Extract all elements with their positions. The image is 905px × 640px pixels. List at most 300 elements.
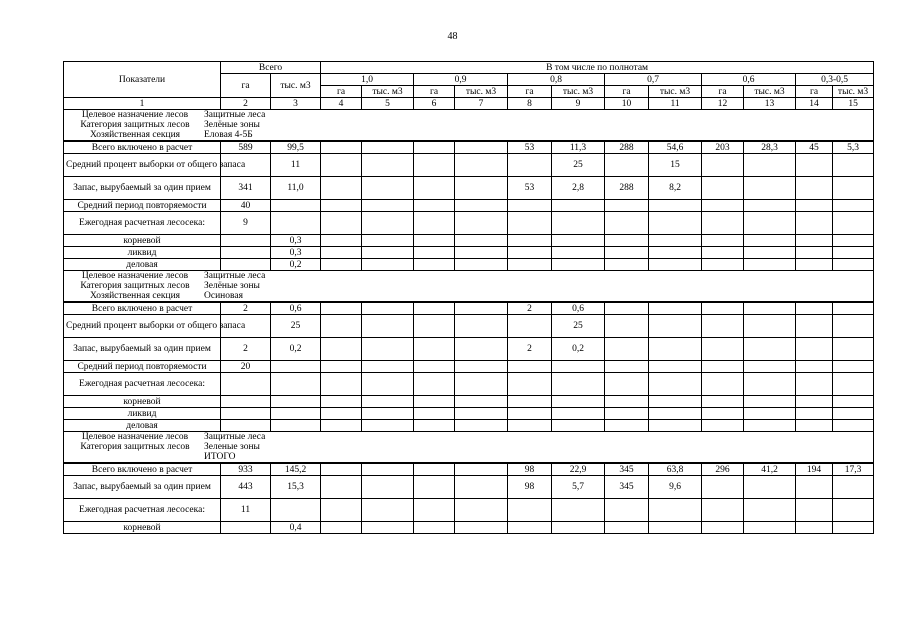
table-cell	[796, 200, 833, 212]
table-cell	[744, 420, 796, 432]
table-cell	[649, 235, 702, 247]
table-cell	[605, 396, 649, 408]
table-cell: 589	[221, 141, 271, 154]
table-cell	[362, 373, 414, 396]
table-cell	[744, 247, 796, 259]
table-cell	[321, 408, 362, 420]
table-cell	[271, 373, 321, 396]
section-info-line	[66, 120, 871, 130]
table-cell	[552, 396, 605, 408]
table-cell	[833, 154, 874, 177]
table-row	[64, 235, 874, 247]
table-cell	[605, 212, 649, 235]
table-cell	[796, 420, 833, 432]
table-cell	[362, 408, 414, 420]
header-density: 0,3-0,5	[796, 74, 874, 86]
table-cell	[508, 420, 552, 432]
header-density: 0,6	[702, 74, 796, 86]
table-cell	[221, 396, 271, 408]
table-cell	[833, 247, 874, 259]
table-cell	[321, 373, 362, 396]
table-cell: 98	[508, 463, 552, 476]
table-cell	[455, 338, 508, 361]
table-cell	[508, 247, 552, 259]
column-number: 8	[508, 98, 552, 110]
table-cell	[508, 361, 552, 373]
table-cell: 0,4	[271, 522, 321, 534]
table-cell	[552, 373, 605, 396]
row-label: Запас, вырубаемый за один прием	[64, 338, 221, 361]
table-cell: 11	[271, 154, 321, 177]
table-cell	[649, 338, 702, 361]
column-number: 7	[455, 98, 508, 110]
table-cell	[362, 212, 414, 235]
table-cell	[796, 315, 833, 338]
table-cell	[649, 259, 702, 271]
table-cell	[455, 408, 508, 420]
row-label: Ежегодная расчетная лесосека:	[64, 499, 221, 522]
table-cell	[649, 408, 702, 420]
table-cell	[271, 420, 321, 432]
header-unit-ha: га	[702, 86, 744, 98]
table-cell	[833, 177, 874, 200]
table-cell: 296	[702, 463, 744, 476]
table-cell	[649, 200, 702, 212]
table-cell	[702, 154, 744, 177]
section-info-value: Осиновая	[204, 291, 243, 301]
table-cell: 25	[552, 315, 605, 338]
table-cell	[552, 212, 605, 235]
table-cell	[508, 154, 552, 177]
table-cell	[605, 247, 649, 259]
section-info	[64, 432, 874, 464]
table-cell	[605, 302, 649, 315]
table-cell	[702, 315, 744, 338]
table-cell: 194	[796, 463, 833, 476]
table-cell	[508, 373, 552, 396]
table-cell	[833, 235, 874, 247]
table-cell: 98	[508, 476, 552, 499]
section-info-line	[66, 110, 871, 120]
table-cell	[455, 420, 508, 432]
table-cell	[833, 373, 874, 396]
row-label: Запас, вырубаемый за один прием	[64, 476, 221, 499]
table-cell	[271, 200, 321, 212]
table-cell	[796, 522, 833, 534]
table-cell	[744, 522, 796, 534]
header-unit-volume: тыс. м3	[833, 86, 874, 98]
table-cell	[508, 315, 552, 338]
table-cell	[796, 499, 833, 522]
section-info-value: Защитные леса	[204, 110, 266, 120]
header-including: В том числе по полнотам	[321, 62, 874, 74]
table-cell: 41,2	[744, 463, 796, 476]
table-cell	[414, 420, 455, 432]
table-cell	[414, 463, 455, 476]
table-cell	[796, 154, 833, 177]
table-cell: 9	[221, 212, 271, 235]
table-cell	[605, 408, 649, 420]
table-cell: 288	[605, 177, 649, 200]
table-cell	[605, 338, 649, 361]
table-cell: 0,2	[271, 259, 321, 271]
table-cell: 20	[221, 361, 271, 373]
table-cell	[552, 420, 605, 432]
table-cell	[649, 302, 702, 315]
table-cell	[455, 499, 508, 522]
table-cell	[414, 177, 455, 200]
table-cell	[702, 476, 744, 499]
table-cell	[796, 302, 833, 315]
row-label: ликвид	[64, 408, 221, 420]
column-number: 13	[744, 98, 796, 110]
table-cell	[221, 522, 271, 534]
table-cell	[552, 499, 605, 522]
table-cell	[508, 408, 552, 420]
table-cell	[649, 361, 702, 373]
table-cell: 2	[221, 338, 271, 361]
column-number: 5	[362, 98, 414, 110]
table-cell: 0,3	[271, 247, 321, 259]
row-label: Средний период повторяемости	[64, 200, 221, 212]
table-cell	[321, 302, 362, 315]
table-cell: 345	[605, 463, 649, 476]
table-cell	[321, 200, 362, 212]
table-cell	[702, 338, 744, 361]
header-total: Всего	[221, 62, 321, 74]
section-info-line	[66, 130, 871, 140]
table-cell	[796, 177, 833, 200]
table-cell	[649, 522, 702, 534]
table-cell	[414, 522, 455, 534]
table-cell	[321, 247, 362, 259]
section-info-key: Хозяйственная секция	[89, 291, 181, 301]
table-cell	[702, 302, 744, 315]
table-cell	[271, 408, 321, 420]
table-cell	[605, 259, 649, 271]
table-cell	[321, 476, 362, 499]
column-number: 6	[414, 98, 455, 110]
table-cell	[702, 235, 744, 247]
header-density: 1,0	[321, 74, 414, 86]
table-cell: 0,2	[552, 338, 605, 361]
table-cell	[455, 463, 508, 476]
table-cell	[796, 396, 833, 408]
column-number: 1	[64, 98, 221, 110]
table-cell	[605, 200, 649, 212]
table-cell	[744, 361, 796, 373]
table-cell	[271, 212, 321, 235]
section-header-row	[64, 271, 874, 303]
table-cell	[455, 235, 508, 247]
table-cell	[552, 247, 605, 259]
table-cell: 5,3	[833, 141, 874, 154]
table-cell	[362, 338, 414, 361]
table-cell	[796, 361, 833, 373]
table-row	[64, 396, 874, 408]
table-cell	[833, 522, 874, 534]
table-cell	[321, 420, 362, 432]
table-cell	[414, 302, 455, 315]
table-cell	[605, 373, 649, 396]
table-cell	[414, 373, 455, 396]
table-cell	[321, 212, 362, 235]
column-number: 15	[833, 98, 874, 110]
table-cell	[455, 361, 508, 373]
table-cell: 99,5	[271, 141, 321, 154]
table-row	[64, 476, 874, 499]
table-cell	[455, 373, 508, 396]
table-cell	[455, 522, 508, 534]
header-density: 0,9	[414, 74, 508, 86]
table-cell	[321, 177, 362, 200]
table-cell: 145,2	[271, 463, 321, 476]
row-label: Ежегодная расчетная лесосека:	[64, 373, 221, 396]
column-number: 2	[221, 98, 271, 110]
table-cell	[744, 177, 796, 200]
table-cell	[508, 212, 552, 235]
table-cell: 28,3	[744, 141, 796, 154]
table-cell: 11	[221, 499, 271, 522]
section-info-key: Категория защитных лесов	[80, 442, 190, 452]
column-number: 3	[271, 98, 321, 110]
table-cell: 443	[221, 476, 271, 499]
table-cell	[362, 200, 414, 212]
table-cell	[744, 315, 796, 338]
table-cell	[552, 522, 605, 534]
table-row	[64, 141, 874, 154]
table-cell	[605, 154, 649, 177]
row-label: Ежегодная расчетная лесосека:	[64, 212, 221, 235]
table-cell: 0,6	[271, 302, 321, 315]
table-cell	[455, 247, 508, 259]
table-cell	[362, 361, 414, 373]
table-cell	[744, 338, 796, 361]
table-cell	[605, 315, 649, 338]
table-cell	[702, 499, 744, 522]
table-cell	[508, 522, 552, 534]
table-cell	[833, 476, 874, 499]
row-label: корневой	[64, 396, 221, 408]
table-cell	[321, 361, 362, 373]
page-number: 48	[447, 31, 458, 42]
table-cell	[833, 420, 874, 432]
table-cell	[321, 154, 362, 177]
table-cell	[508, 396, 552, 408]
table-cell	[702, 522, 744, 534]
table-cell: 40	[221, 200, 271, 212]
table-cell: 0,3	[271, 235, 321, 247]
header-unit-ha: га	[321, 86, 362, 98]
table-cell	[744, 302, 796, 315]
section-header-row	[64, 432, 874, 464]
section-info-value: Зелёные зоны	[204, 281, 260, 291]
table-cell	[321, 235, 362, 247]
row-label: Средний период повторяемости	[64, 361, 221, 373]
table-cell	[321, 522, 362, 534]
section-info-value: ИТОГО	[204, 452, 236, 462]
table-cell	[552, 235, 605, 247]
table-cell: 11,3	[552, 141, 605, 154]
table-cell	[833, 499, 874, 522]
section-header-row	[64, 110, 874, 142]
row-label: Всего включено в расчет	[64, 463, 221, 476]
table-row	[64, 177, 874, 200]
table-cell	[649, 373, 702, 396]
table-cell	[605, 235, 649, 247]
table-row	[64, 463, 874, 476]
table-cell	[649, 247, 702, 259]
section-info-line	[66, 281, 871, 291]
table-cell: 288	[605, 141, 649, 154]
table-cell	[362, 177, 414, 200]
table-row	[64, 338, 874, 361]
table-cell	[552, 361, 605, 373]
table-cell	[414, 338, 455, 361]
table-cell: 54,6	[649, 141, 702, 154]
table-cell	[744, 476, 796, 499]
header-density: 0,7	[605, 74, 702, 86]
table-cell	[796, 259, 833, 271]
header-unit-volume: тыс. м3	[455, 86, 508, 98]
header-unit-ha: га	[414, 86, 455, 98]
table-cell	[702, 420, 744, 432]
header-unit-ha: га	[605, 86, 649, 98]
table-cell	[455, 177, 508, 200]
table-cell	[362, 315, 414, 338]
section-info-value: Зелёные зоны	[204, 120, 260, 130]
table-cell	[702, 408, 744, 420]
column-number: 4	[321, 98, 362, 110]
header-total-ha: га	[221, 74, 271, 98]
table-cell	[414, 212, 455, 235]
table-cell	[362, 499, 414, 522]
table-cell: 53	[508, 177, 552, 200]
table-cell	[221, 247, 271, 259]
table-cell: 53	[508, 141, 552, 154]
table-cell	[552, 408, 605, 420]
table-cell	[796, 247, 833, 259]
section-info-line	[66, 442, 871, 452]
table-cell	[362, 396, 414, 408]
table-cell	[362, 420, 414, 432]
table-cell	[702, 177, 744, 200]
table-cell	[321, 259, 362, 271]
table-cell	[321, 141, 362, 154]
table-cell: 2	[221, 302, 271, 315]
table-cell	[744, 259, 796, 271]
table-cell: 17,3	[833, 463, 874, 476]
table-cell: 25	[271, 315, 321, 338]
table-cell: 2	[508, 338, 552, 361]
table-cell	[455, 259, 508, 271]
table-row	[64, 247, 874, 259]
table-cell	[649, 396, 702, 408]
table-cell	[649, 315, 702, 338]
table-cell	[744, 396, 796, 408]
section-info-key: Целевое назначение лесов	[81, 271, 189, 281]
table-cell: 63,8	[649, 463, 702, 476]
table-cell	[362, 463, 414, 476]
table-cell	[362, 522, 414, 534]
column-number: 11	[649, 98, 702, 110]
table-cell	[833, 200, 874, 212]
table-cell: 45	[796, 141, 833, 154]
table-cell	[605, 499, 649, 522]
table-row	[64, 408, 874, 420]
table-cell	[455, 302, 508, 315]
table-cell	[414, 476, 455, 499]
section-info-key: Целевое назначение лесов	[81, 110, 189, 120]
row-label: деловая	[64, 259, 221, 271]
section-info	[64, 110, 874, 142]
table-cell	[796, 235, 833, 247]
table-cell	[414, 200, 455, 212]
table-cell	[605, 522, 649, 534]
table-cell: 9,6	[649, 476, 702, 499]
table-cell	[833, 259, 874, 271]
table-cell	[414, 396, 455, 408]
table-row	[64, 154, 874, 177]
table-cell	[702, 259, 744, 271]
table-cell	[414, 141, 455, 154]
table-cell	[414, 235, 455, 247]
table-cell: 15	[649, 154, 702, 177]
header-unit-ha: га	[796, 86, 833, 98]
table-cell	[649, 212, 702, 235]
table-cell	[414, 499, 455, 522]
table-cell	[455, 212, 508, 235]
table-row	[64, 361, 874, 373]
column-number: 14	[796, 98, 833, 110]
section-info-value: Защитные леса	[204, 271, 266, 281]
row-label: Всего включено в расчет	[64, 141, 221, 154]
table-cell	[508, 200, 552, 212]
table-cell	[744, 408, 796, 420]
table-cell	[508, 259, 552, 271]
table-cell	[649, 420, 702, 432]
section-info-line	[66, 291, 871, 301]
section-info-value: Еловая 4-5Б	[204, 130, 253, 140]
table-cell	[414, 154, 455, 177]
table-cell	[702, 212, 744, 235]
table-row	[64, 200, 874, 212]
table-cell	[833, 338, 874, 361]
row-label: Запас, вырубаемый за один прием	[64, 177, 221, 200]
table-cell	[796, 476, 833, 499]
table-cell	[455, 154, 508, 177]
table-cell	[702, 247, 744, 259]
table-cell	[833, 212, 874, 235]
section-info-key: Хозяйственная секция	[89, 130, 181, 140]
row-label: Средний процент выборки от общего запаса	[64, 154, 221, 177]
table-cell	[414, 315, 455, 338]
table-cell	[552, 200, 605, 212]
section-info-key: Категория защитных лесов	[80, 281, 190, 291]
table-cell	[271, 499, 321, 522]
table-row	[64, 373, 874, 396]
table-cell	[414, 259, 455, 271]
table-row	[64, 522, 874, 534]
table-cell	[833, 361, 874, 373]
table-cell	[362, 235, 414, 247]
table-cell: 5,7	[552, 476, 605, 499]
table-cell	[321, 338, 362, 361]
table-cell	[362, 302, 414, 315]
table-cell: 15,3	[271, 476, 321, 499]
table-cell	[702, 396, 744, 408]
table-cell: 341	[221, 177, 271, 200]
